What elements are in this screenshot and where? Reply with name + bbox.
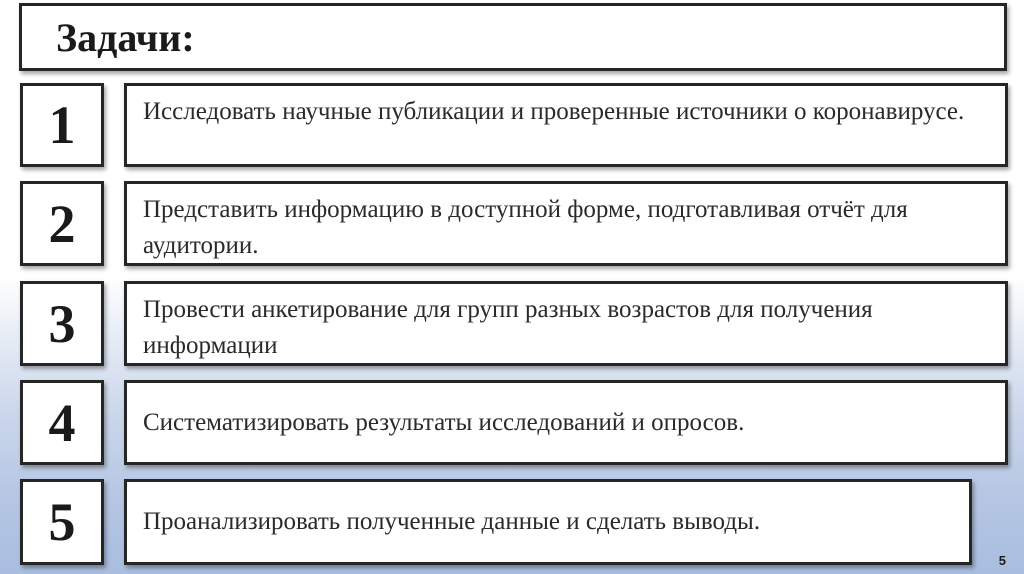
task-box-3: [124, 281, 1008, 366]
task-box-4: [124, 380, 1008, 465]
task-number-box-3: [20, 281, 104, 366]
task-number-2: 2: [48, 193, 76, 254]
task-number-3: 3: [48, 293, 76, 354]
task-number-box-1: [20, 83, 104, 167]
task-number-box-4: [20, 380, 104, 465]
task-box-5: [124, 479, 972, 565]
task-number-box-2: [20, 181, 104, 266]
task-number-4: 4: [48, 392, 76, 453]
task-text-3: Провести анкетирование для групп разных возрастов для получения информации: [143, 296, 873, 359]
slide-title: Задачи:: [56, 15, 195, 60]
task-box-1: [124, 83, 1008, 167]
task-text-2: Представить информацию в доступной форме, подготавливая отчёт для аудитории.: [143, 196, 908, 259]
title-box: [19, 3, 1007, 71]
task-text-4: Систематизировать результаты исследований и опросов.: [143, 408, 745, 436]
task-text-1: Исследовать научные публикации и проверенные источники о коронавирусе.: [143, 98, 965, 125]
task-number-box-5: [20, 479, 104, 565]
task-number-5: 5: [48, 492, 76, 552]
task-box-2: [124, 181, 1008, 266]
task-text-5: Проанализировать полученные данные и сделать выводы.: [143, 508, 761, 535]
task-number-1: 1: [48, 95, 76, 155]
page-number: 5: [998, 553, 1006, 568]
